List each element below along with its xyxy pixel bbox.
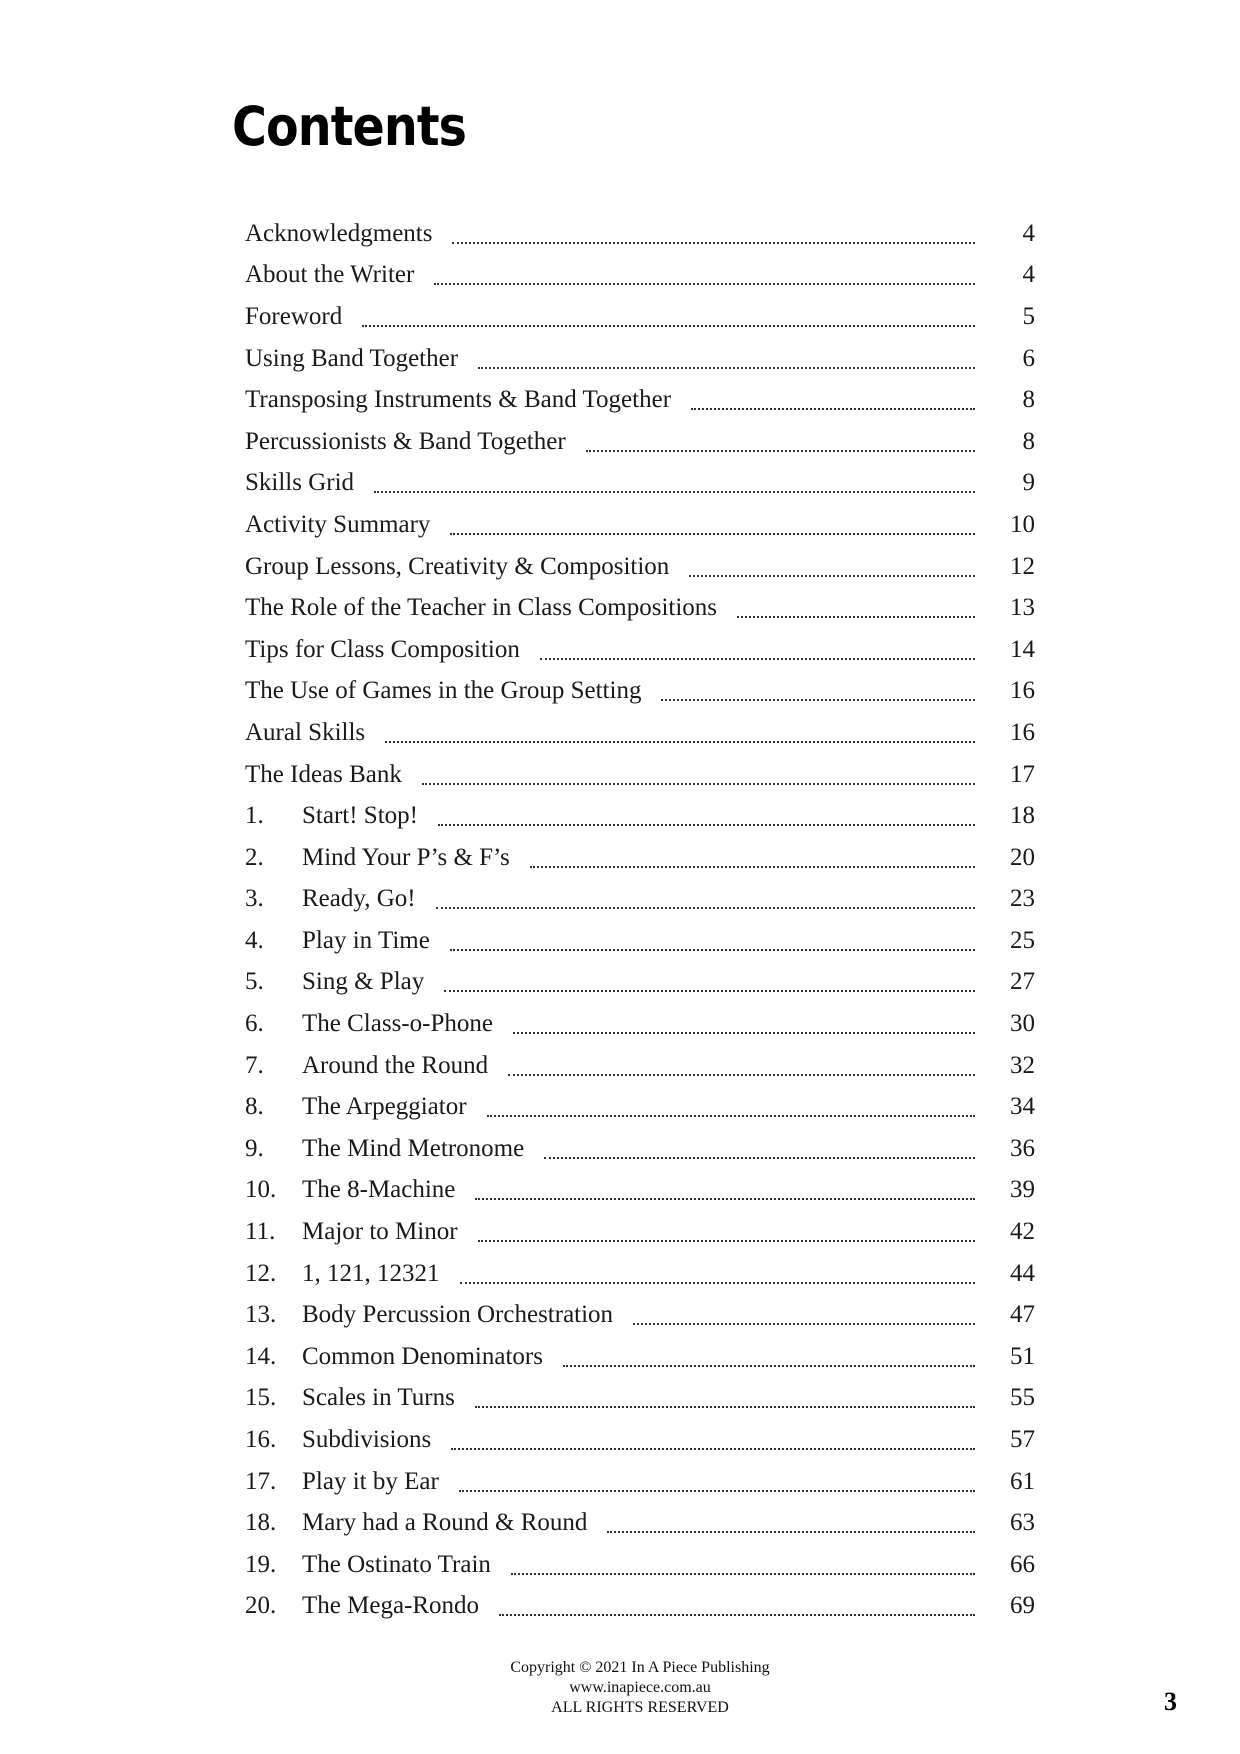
- toc-entry: [245, 754, 1035, 796]
- toc-dot-leader: [499, 1614, 975, 1616]
- toc-entry-number: 14.: [245, 1342, 277, 1370]
- toc-entry-page: 5: [1022, 302, 1035, 330]
- toc-dot-leader: [661, 699, 975, 701]
- toc-entry-page: 9: [1022, 469, 1035, 497]
- toc-entry-title: Play in Time: [302, 926, 430, 954]
- toc-dot-leader: [452, 242, 975, 244]
- toc-entry-page: 14: [1010, 635, 1035, 663]
- toc-entry-number: 20.: [245, 1592, 277, 1620]
- toc-entry-page: 34: [1010, 1093, 1035, 1121]
- toc-entry-title: Common Denominators: [302, 1342, 543, 1370]
- toc-entry: [245, 712, 1035, 754]
- toc-entry: [245, 1045, 1035, 1087]
- toc-dot-leader: [487, 1115, 975, 1117]
- toc-dot-leader: [563, 1365, 975, 1367]
- toc-dot-leader: [586, 450, 975, 452]
- toc-entry-title: Using Band Together: [245, 344, 459, 372]
- toc-dot-leader: [530, 866, 975, 868]
- toc-entry-title: The 8-Machine: [302, 1176, 456, 1204]
- toc-dot-leader: [422, 783, 975, 785]
- toc-entry-page: 55: [1010, 1384, 1035, 1412]
- toc-entry-page: 42: [1010, 1218, 1035, 1246]
- toc-entry-page: 66: [1010, 1550, 1035, 1578]
- toc-entry: [245, 1211, 1035, 1253]
- toc-entry-page: 4: [1022, 219, 1035, 247]
- toc-entry-page: 61: [1010, 1467, 1035, 1495]
- toc-dot-leader: [508, 1074, 975, 1076]
- toc-entry-number: 17.: [245, 1467, 277, 1495]
- toc-entry-number: 18.: [245, 1509, 277, 1537]
- footer: [440, 1658, 840, 1718]
- toc-entry-title: Start! Stop!: [302, 802, 418, 830]
- page-title: Contents: [232, 95, 467, 158]
- toc-dot-leader: [540, 658, 975, 660]
- toc-entry-page: 47: [1010, 1301, 1035, 1329]
- toc-dot-leader: [689, 575, 975, 577]
- toc-entry-page: 6: [1022, 344, 1035, 372]
- toc-entry-title: The Arpeggiator: [302, 1093, 467, 1121]
- toc-entry-title: Mind Your P’s & F’s: [302, 843, 510, 871]
- toc-entry-page: 8: [1022, 427, 1035, 455]
- toc-entry-title: 1, 121, 12321: [302, 1259, 440, 1287]
- toc-dot-leader: [544, 1157, 975, 1159]
- toc-entry-number: 10.: [245, 1176, 277, 1204]
- toc-entry-title: Activity Summary: [245, 510, 431, 538]
- toc-entry-number: 8.: [245, 1093, 264, 1121]
- toc-entry: [245, 879, 1035, 921]
- toc-entry-title: Sing & Play: [302, 968, 425, 996]
- toc-entry-title: Foreword: [245, 302, 343, 330]
- toc-entry: [245, 587, 1035, 629]
- toc-entry-title: Mary had a Round & Round: [302, 1509, 588, 1537]
- toc-entry-title: The Mind Metronome: [302, 1134, 525, 1162]
- toc-entry-number: 6.: [245, 1010, 264, 1038]
- toc-entry-title: Skills Grid: [245, 469, 355, 497]
- toc-entry-title: Percussionists & Band Together: [245, 427, 566, 455]
- toc-entry-title: Aural Skills: [245, 718, 366, 746]
- toc-entry-page: 69: [1010, 1592, 1035, 1620]
- toc-entry: [245, 255, 1035, 297]
- toc-entry: [245, 546, 1035, 588]
- toc-entry-page: 51: [1010, 1342, 1035, 1370]
- toc-entry-title: The Role of the Teacher in Class Compositions: [245, 594, 718, 622]
- toc-dot-leader: [438, 824, 975, 826]
- toc-dot-leader: [633, 1323, 975, 1325]
- toc-dot-leader: [450, 533, 975, 535]
- toc-entry: [245, 1502, 1035, 1544]
- toc-entry-number: 5.: [245, 968, 264, 996]
- toc-dot-leader: [450, 949, 975, 951]
- toc-entry-title: Ready, Go!: [302, 885, 416, 913]
- toc-entry: [245, 1586, 1035, 1628]
- toc-entry-number: 13.: [245, 1301, 277, 1329]
- toc-entry-number: 16.: [245, 1426, 277, 1454]
- toc-dot-leader: [374, 491, 975, 493]
- toc-entry-page: 27: [1010, 968, 1035, 996]
- toc-entry-page: 16: [1010, 677, 1035, 705]
- toc-dot-leader: [444, 990, 975, 992]
- toc-entry-number: 4.: [245, 926, 264, 954]
- table-of-contents: [245, 213, 1035, 1627]
- toc-entry-title: The Class-o-Phone: [302, 1010, 493, 1038]
- toc-entry: [245, 338, 1035, 380]
- toc-entry-page: 25: [1010, 926, 1035, 954]
- toc-entry-title: The Ostinato Train: [302, 1550, 491, 1578]
- toc-entry: [245, 795, 1035, 837]
- rights-notice: ALL RIGHTS RESERVED: [551, 1699, 729, 1716]
- toc-entry: [245, 920, 1035, 962]
- toc-entry: [245, 463, 1035, 505]
- toc-entry-number: 2.: [245, 843, 264, 871]
- toc-entry: [245, 962, 1035, 1004]
- toc-entry-page: 20: [1010, 843, 1035, 871]
- toc-entry-title: About the Writer: [245, 261, 415, 289]
- toc-dot-leader: [451, 1448, 975, 1450]
- toc-dot-leader: [607, 1531, 975, 1533]
- toc-entry-title: Subdivisions: [302, 1426, 432, 1454]
- toc-dot-leader: [691, 408, 975, 410]
- toc-entry-page: 63: [1010, 1509, 1035, 1537]
- toc-entry-page: 17: [1010, 760, 1035, 788]
- toc-entry: [245, 504, 1035, 546]
- toc-entry-page: 36: [1010, 1134, 1035, 1162]
- toc-entry-number: 12.: [245, 1259, 277, 1287]
- toc-dot-leader: [475, 1406, 975, 1408]
- toc-entry-title: Tips for Class Composition: [245, 635, 520, 663]
- toc-entry-page: 32: [1010, 1051, 1035, 1079]
- copyright-notice: Copyright © 2021 In A Piece Publishing: [510, 1659, 770, 1676]
- toc-entry: [245, 1086, 1035, 1128]
- toc-entry-title: The Ideas Bank: [245, 760, 402, 788]
- toc-entry-title: Acknowledgments: [245, 219, 433, 247]
- toc-entry: [245, 421, 1035, 463]
- toc-entry: [245, 629, 1035, 671]
- toc-entry-number: 1.: [245, 802, 264, 830]
- page-number: 3: [1164, 1687, 1177, 1716]
- toc-dot-leader: [434, 283, 975, 285]
- toc-entry-page: 57: [1010, 1426, 1035, 1454]
- toc-entry-page: 18: [1010, 802, 1035, 830]
- toc-entry-title: Around the Round: [302, 1051, 489, 1079]
- toc-entry-title: Body Percussion Orchestration: [302, 1301, 614, 1329]
- toc-entry: [245, 1544, 1035, 1586]
- toc-entry: [245, 1253, 1035, 1295]
- toc-entry-title: Group Lessons, Creativity & Composition: [245, 552, 670, 580]
- toc-entry-page: 39: [1010, 1176, 1035, 1204]
- toc-entry-page: 30: [1010, 1010, 1035, 1038]
- toc-entry: [245, 671, 1035, 713]
- toc-dot-leader: [511, 1573, 975, 1575]
- toc-dot-leader: [478, 367, 975, 369]
- toc-entry-title: Major to Minor: [302, 1218, 458, 1246]
- toc-dot-leader: [460, 1282, 976, 1284]
- toc-entry-page: 13: [1010, 594, 1035, 622]
- toc-entry-number: 3.: [245, 885, 264, 913]
- toc-entry-number: 9.: [245, 1134, 264, 1162]
- toc-dot-leader: [478, 1240, 975, 1242]
- toc-entry: [245, 1170, 1035, 1212]
- toc-entry: [245, 213, 1035, 255]
- toc-dot-leader: [459, 1490, 975, 1492]
- toc-entry: [245, 1128, 1035, 1170]
- toc-entry-number: 7.: [245, 1051, 264, 1079]
- toc-entry-page: 23: [1010, 885, 1035, 913]
- toc-dot-leader: [385, 741, 975, 743]
- toc-entry-page: 4: [1022, 261, 1035, 289]
- toc-dot-leader: [513, 1032, 975, 1034]
- toc-dot-leader: [436, 907, 975, 909]
- toc-entry-number: 15.: [245, 1384, 277, 1412]
- toc-entry-number: 19.: [245, 1550, 277, 1578]
- toc-entry: [245, 1378, 1035, 1420]
- toc-entry-title: The Mega-Rondo: [302, 1592, 480, 1620]
- toc-entry-number: 11.: [245, 1218, 276, 1246]
- toc-dot-leader: [475, 1198, 975, 1200]
- toc-entry-title: Scales in Turns: [302, 1384, 455, 1412]
- toc-entry-page: 12: [1010, 552, 1035, 580]
- toc-entry-page: 10: [1010, 510, 1035, 538]
- toc-entry-page: 16: [1010, 718, 1035, 746]
- toc-entry: [245, 837, 1035, 879]
- toc-entry-title: Transposing Instruments & Band Together: [245, 386, 672, 414]
- toc-entry-page: 8: [1022, 386, 1035, 414]
- toc-entry: [245, 379, 1035, 421]
- toc-entry: [245, 1003, 1035, 1045]
- toc-entry: [245, 296, 1035, 338]
- toc-dot-leader: [362, 325, 975, 327]
- toc-entry-title: Play it by Ear: [302, 1467, 439, 1495]
- toc-entry: [245, 1419, 1035, 1461]
- toc-entry-page: 44: [1010, 1259, 1035, 1287]
- toc-entry: [245, 1336, 1035, 1378]
- toc-entry-title: The Use of Games in the Group Setting: [245, 677, 642, 705]
- toc-dot-leader: [737, 616, 975, 618]
- toc-entry: [245, 1294, 1035, 1336]
- website-text: www.inapiece.com.au: [569, 1679, 711, 1696]
- toc-entry: [245, 1461, 1035, 1503]
